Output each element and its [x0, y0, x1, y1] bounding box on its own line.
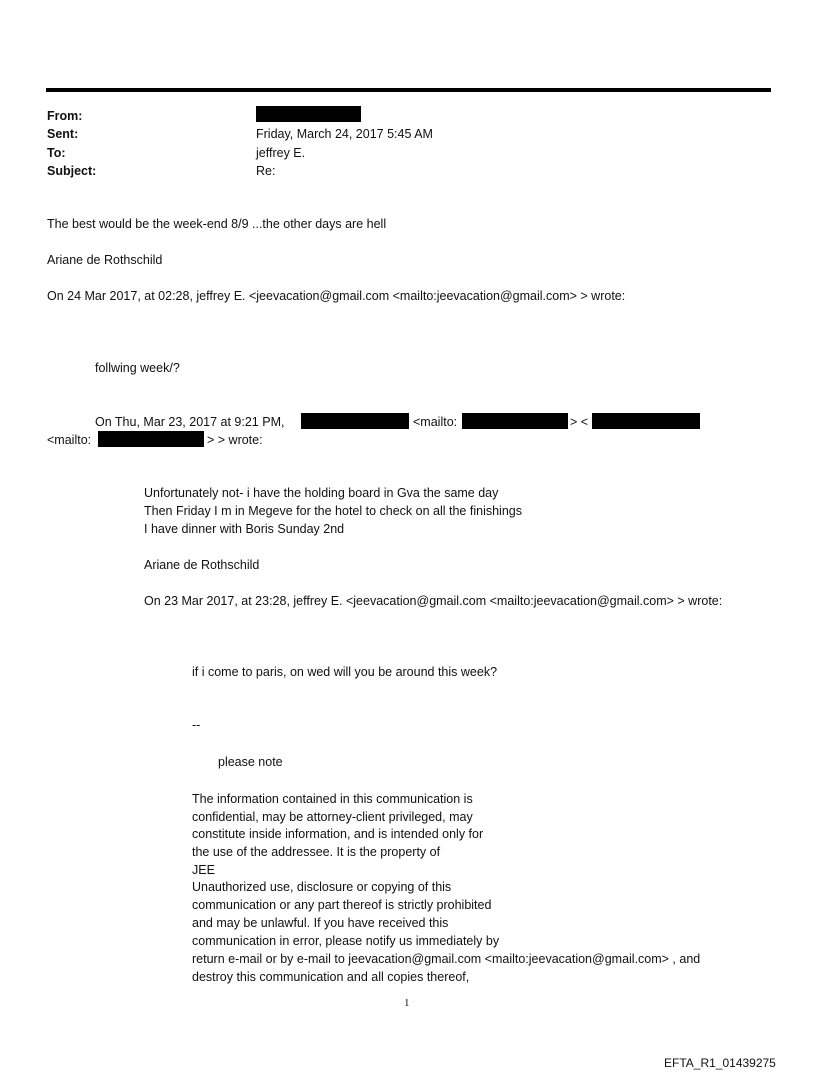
document-id: EFTA_R1_01439275	[664, 1056, 776, 1070]
sent-value: Friday, March 24, 2017 5:45 AM	[256, 127, 433, 141]
reply2-body: follwing week/?	[95, 361, 180, 375]
signature-separator: --	[192, 718, 201, 732]
redaction-sender-email-1	[462, 413, 568, 429]
reply3-signature: Ariane de Rothschild	[144, 558, 260, 572]
reply4-body: if i come to paris, on wed will you be around this week?	[192, 665, 498, 679]
to-label: To:	[47, 146, 66, 160]
from-label: From:	[47, 109, 83, 123]
reply2-wrote: > > wrote:	[207, 433, 263, 447]
reply1-quote-line: On 24 Mar 2017, at 02:28, jeffrey E. <jeevacation@gmail.com <mailto:jeevacation@gmail.com> > wrote:	[47, 289, 626, 303]
reply2-mailto-2: <mailto:	[47, 433, 92, 447]
disclaimer-line: communication or any part thereof is strictly prohibited	[192, 898, 492, 912]
reply3-line: Unfortunately not- i have the holding board in Gva the same day	[144, 486, 499, 500]
reply1-signature: Ariane de Rothschild	[47, 253, 163, 267]
reply2-quote-start: On Thu, Mar 23, 2017 at 9:21 PM,	[95, 415, 285, 429]
reply2-mailto-1: <mailto:	[413, 415, 458, 429]
disclaimer-line: return e-mail or by e-mail to jeevacation@gmail.com <mailto:jeevacation@gmail.com> , and	[192, 952, 701, 966]
redaction-sender-email-2	[592, 413, 700, 429]
redaction-sender-email-3	[98, 431, 204, 447]
reply3-line: I have dinner with Boris Sunday 2nd	[144, 522, 345, 536]
disclaimer-line: the use of the addressee. It is the property of	[192, 845, 441, 859]
redaction-sender-name	[301, 413, 409, 429]
page-number: 1	[404, 997, 410, 1009]
disclaimer-line: constitute inside information, and is intended only for	[192, 827, 484, 841]
reply3-quote-line: On 23 Mar 2017, at 23:28, jeffrey E. <jeevacation@gmail.com <mailto:jeevacation@gmail.com> > wrote:	[144, 594, 723, 608]
reply3-line: Then Friday I m in Megeve for the hotel to check on all the finishings	[144, 504, 522, 518]
reply1-body: The best would be the week-end 8/9 ...the other days are hell	[47, 217, 387, 231]
disclaimer-line: JEE	[192, 863, 215, 877]
sent-label: Sent:	[47, 127, 79, 141]
disclaimer-line: confidential, may be attorney-client privileged, may	[192, 810, 473, 824]
subject-label: Subject:	[47, 164, 97, 178]
disclaimer-line: communication in error, please notify us immediately by	[192, 934, 500, 948]
subject-value: Re:	[256, 164, 276, 178]
to-value: jeffrey E.	[256, 146, 306, 160]
disclaimer-line: Unauthorized use, disclosure or copying of this	[192, 880, 452, 894]
disclaimer-line: The information contained in this communication is	[192, 792, 473, 806]
please-note: please note	[218, 755, 283, 769]
header-rule	[46, 88, 771, 92]
disclaimer-line: and may be unlawful. If you have received this	[192, 916, 449, 930]
disclaimer-line: destroy this communication and all copies thereof,	[192, 970, 470, 984]
redaction-from	[256, 106, 361, 122]
reply2-gt-lt: > <	[570, 415, 589, 429]
